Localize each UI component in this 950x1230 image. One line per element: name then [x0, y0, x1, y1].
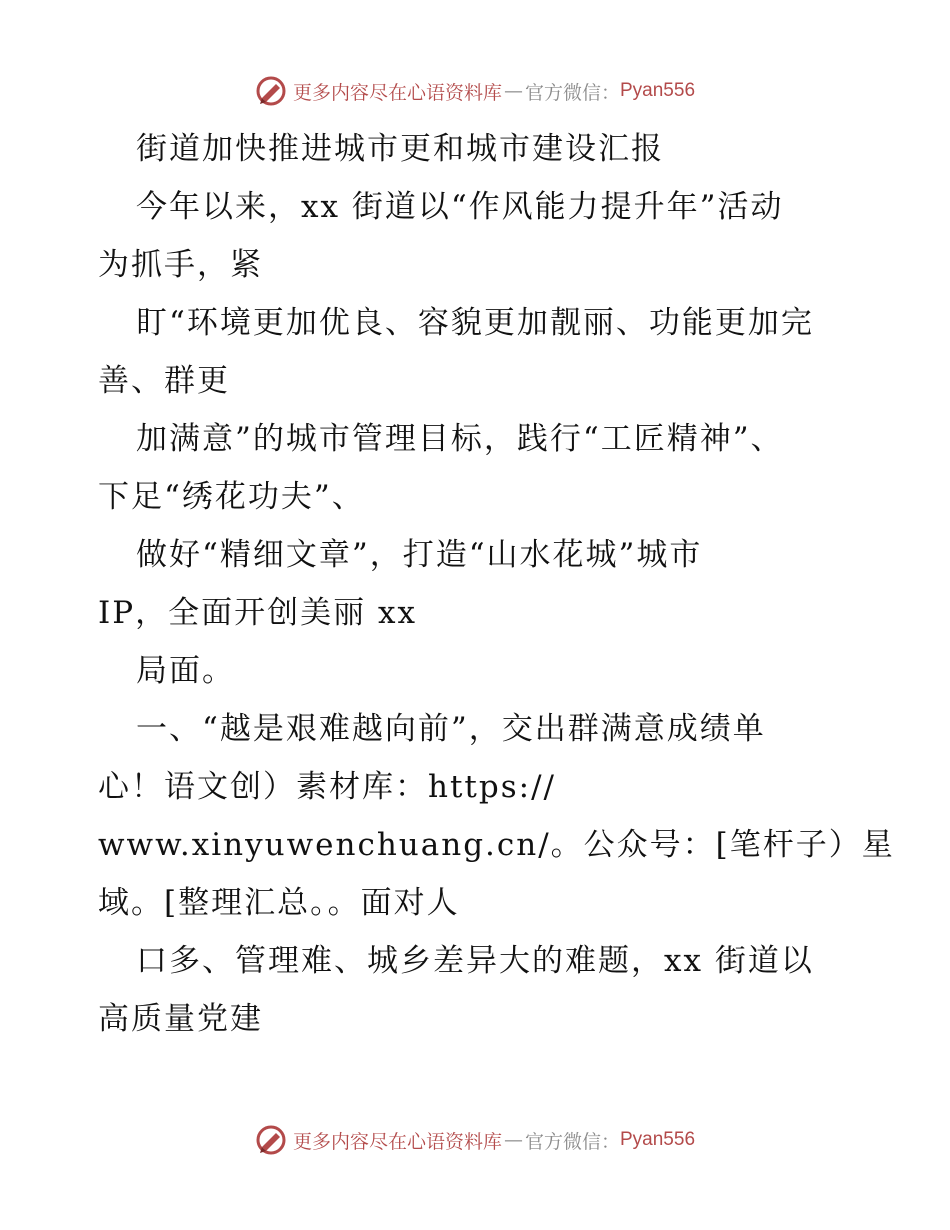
watermark-wechat-id: Pyan556: [620, 80, 696, 101]
text-line: www.xinyuwenchuang.cn/。公众号：[笔杆子）星: [98, 827, 895, 863]
watermark-separator: —: [503, 80, 523, 102]
text-line: 为抓手，紧: [98, 247, 263, 283]
text-line: 口多、管理难、城乡差异大的难题，xx 街道以: [136, 943, 814, 979]
text-line: 一、“越是艰难越向前”，交出群满意成绩单: [136, 711, 766, 747]
text-line: 加满意”的城市管理目标，践行“工匠精神”、: [136, 421, 784, 457]
pen-logo-icon: [255, 1124, 287, 1156]
watermark-wechat-id: Pyan556: [620, 1129, 696, 1150]
text-line: 做好“精细文章”，打造“山水花城”城市: [136, 537, 703, 573]
text-line: 街道加快推进城市更和城市建设汇报: [136, 131, 664, 167]
header-watermark: [0, 71, 950, 111]
text-line: 善、群更: [98, 363, 230, 399]
text-line: IP，全面开创美丽 xx: [98, 595, 417, 631]
text-line: 心！语文创）素材库：https://: [98, 769, 556, 805]
text-line: 局面。: [136, 653, 235, 689]
watermark-label: 官方微信：: [524, 81, 620, 104]
watermark-label: 官方微信：: [524, 1130, 620, 1153]
text-line: 高质量党建: [98, 1001, 263, 1037]
text-line: 下足“绣花功夫”、: [98, 479, 365, 515]
text-line: 今年以来，xx 街道以“作风能力提升年”活动: [136, 189, 784, 225]
pen-logo-icon: [255, 75, 287, 107]
footer-watermark: [0, 1120, 950, 1160]
watermark-brand: 更多内容尽在心语资料库: [292, 1130, 502, 1153]
watermark-brand: 更多内容尽在心语资料库: [292, 81, 502, 104]
watermark-separator: —: [503, 1129, 523, 1151]
text-line: 盯“环境更加优良、容貌更加靓丽、功能更加完: [136, 305, 814, 341]
text-line: 域。[整理汇总。。面对人: [98, 885, 460, 921]
document-body: [98, 120, 895, 1048]
